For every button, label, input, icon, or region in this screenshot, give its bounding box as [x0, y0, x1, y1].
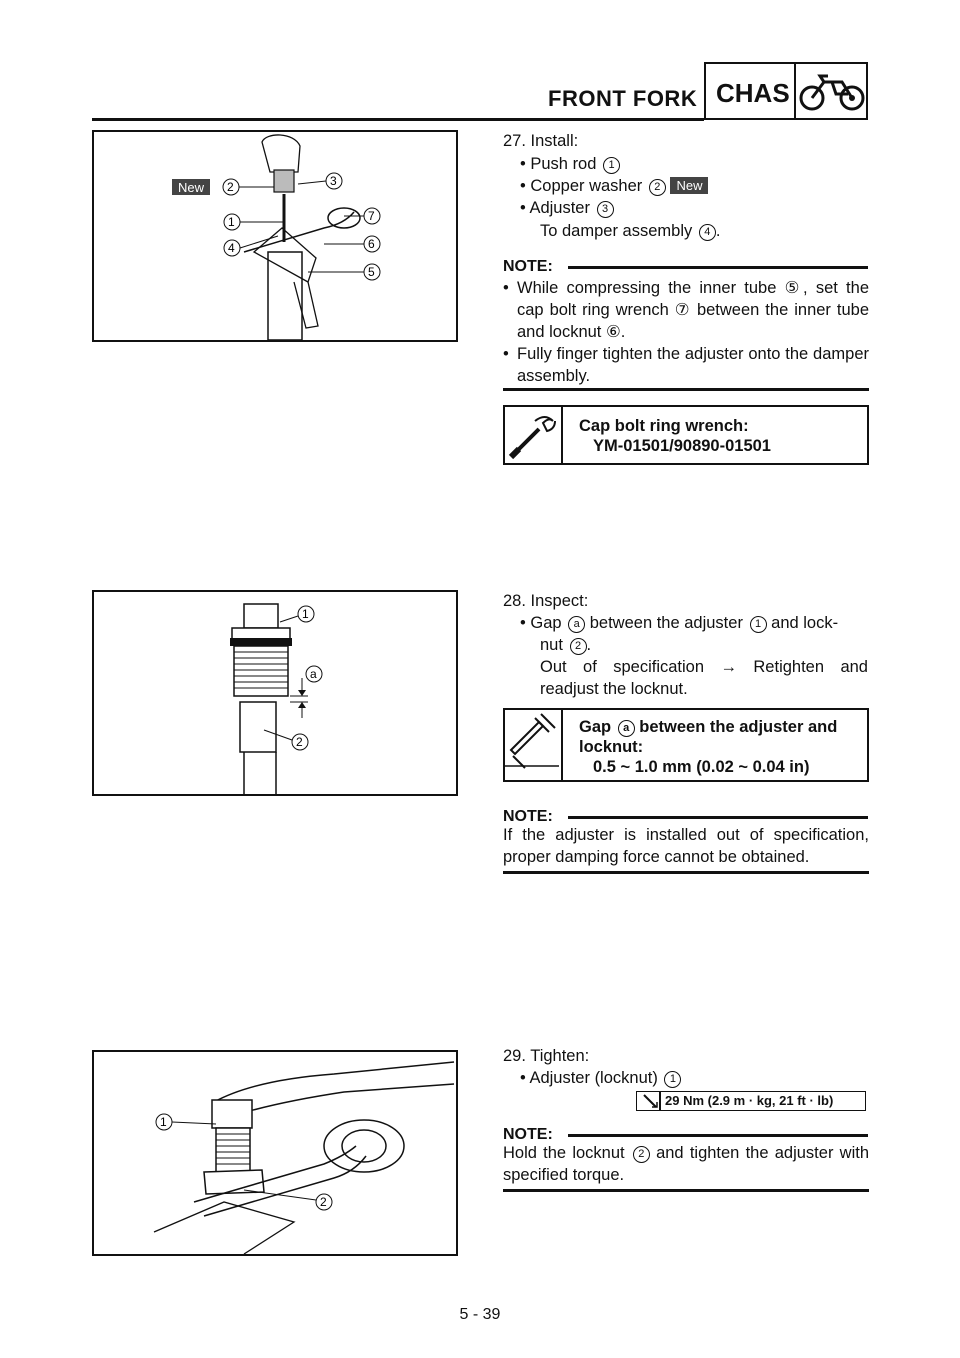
item-text: Push rod	[530, 155, 597, 173]
callout-label: 1	[228, 215, 235, 229]
figure-inspect-gap	[92, 590, 458, 796]
note-text: While compressing the inner tube ⑤, set the cap bolt ring wrench ⑦ between the inner tube and locknut ⑥.	[517, 279, 869, 341]
callout-number: 2	[570, 638, 587, 655]
item-text: Gap	[530, 614, 562, 632]
step29-item: • Adjuster (locknut) 1	[520, 1067, 681, 1089]
caliper-icon	[505, 710, 559, 780]
callout-label: 6	[368, 237, 375, 251]
step28-item: • Gap a between the adjuster 1 and lock-	[520, 614, 839, 632]
item-text: nut	[540, 636, 563, 654]
chapter-code: CHAS	[716, 78, 790, 108]
note-rule	[568, 266, 868, 269]
callout-label: 7	[368, 209, 375, 223]
callout-number: 2	[633, 1146, 650, 1163]
callout-label: 2	[227, 180, 234, 194]
torque-wrench-icon	[641, 1093, 661, 1109]
tool-cell	[505, 407, 563, 463]
gap-spec-value: 0.5 ~ 1.0 mm (0.02 ~ 0.04 in)	[593, 758, 810, 776]
callout-number: 2	[649, 179, 666, 196]
new-tag: New	[670, 177, 708, 194]
callout-letter: a	[618, 720, 635, 737]
tighten-illustration	[94, 1052, 456, 1254]
out-of-spec-text: Out of specification → Retighten and readjust the locknut.	[540, 658, 868, 698]
callout-label: a	[310, 667, 317, 681]
callout-label: 2	[296, 735, 303, 749]
gap-spec-box	[503, 708, 869, 782]
step28-title: 28. Inspect:	[503, 592, 589, 610]
note-item: • While compressing the inner tube ⑤, set the cap bolt ring wrench ⑦ between the inner tube and locknut ⑥.	[503, 279, 869, 341]
callout-label: 1	[160, 1115, 167, 1129]
step27-item: • Push rod 1	[520, 153, 620, 175]
chapter-tab	[704, 62, 868, 120]
page-number: 5 - 39	[459, 1306, 501, 1323]
step29-title: 29. Tighten:	[503, 1047, 590, 1065]
item-text: Copper washer	[530, 177, 643, 195]
item-text: Adjuster (locknut)	[529, 1069, 658, 1087]
note-label: NOTE:	[503, 258, 553, 275]
callout-number: 4	[699, 224, 716, 241]
note-rule	[568, 1134, 868, 1137]
note-label: NOTE:	[503, 1126, 553, 1143]
install-illustration	[94, 132, 456, 340]
note-end-rule	[503, 871, 869, 874]
torque-spec-box	[636, 1091, 866, 1111]
gap-spec-title-cont: locknut:	[579, 738, 644, 756]
new-tag-label: New	[178, 180, 205, 195]
header-rule	[92, 118, 704, 121]
caliper-cell	[505, 710, 563, 780]
item-text: Adjuster	[529, 199, 590, 217]
torque-value: 29 Nm (2.9 m · kg, 21 ft · lb)	[665, 1093, 834, 1108]
note-text: If the adjuster is installed out of specification, proper damping force cannot be obtained.	[503, 826, 869, 866]
tool-name: Cap bolt ring wrench:	[579, 417, 749, 435]
callout-number: 1	[664, 1071, 681, 1088]
item-text: between the adjuster	[589, 614, 743, 632]
step28-item-cont: nut 2 .	[540, 636, 592, 654]
callout-label: 5	[368, 265, 375, 279]
note-end-rule	[503, 1189, 869, 1192]
callout-label: 4	[228, 241, 235, 255]
figure-install-adjuster	[92, 130, 458, 342]
callout-label: 1	[302, 607, 309, 621]
chapter-tab-divider	[794, 64, 796, 118]
figure-tighten-locknut	[92, 1050, 458, 1256]
wrench-icon	[505, 407, 559, 463]
tool-part-number: YM-01501/90890-01501	[593, 437, 771, 455]
step27-item: • Adjuster 3	[520, 197, 614, 219]
callout-letter: a	[568, 616, 585, 633]
note-item: • Fully finger tighten the adjuster onto the damper assembly.	[503, 345, 869, 385]
tool-spec-box	[503, 405, 869, 465]
gap-spec-title: Gap a between the adjuster and	[579, 718, 838, 736]
callout-label: 3	[330, 174, 337, 188]
step27-title: 27. Install:	[503, 132, 579, 150]
step27-sub: To damper assembly 4 .	[540, 222, 721, 240]
callout-label: 2	[320, 1195, 327, 1209]
callout-number: 3	[597, 201, 614, 218]
note-rule	[568, 816, 868, 819]
gap-illustration	[94, 592, 456, 794]
callout-number: 1	[603, 157, 620, 174]
note-text: Hold the locknut 2 and tighten the adjuster with specified torque.	[503, 1144, 869, 1184]
motorcycle-icon	[798, 70, 866, 114]
note-text: Fully finger tighten the adjuster onto the damper assembly.	[517, 345, 869, 385]
callout-number: 1	[750, 616, 767, 633]
sub-text: To damper assembly	[540, 222, 693, 240]
step27-item: • Copper washer 2 New	[520, 175, 708, 197]
section-title: FRONT FORK	[548, 86, 698, 111]
item-text: and lock-	[771, 614, 839, 632]
note-end-rule	[503, 388, 869, 391]
note-label: NOTE:	[503, 808, 553, 825]
